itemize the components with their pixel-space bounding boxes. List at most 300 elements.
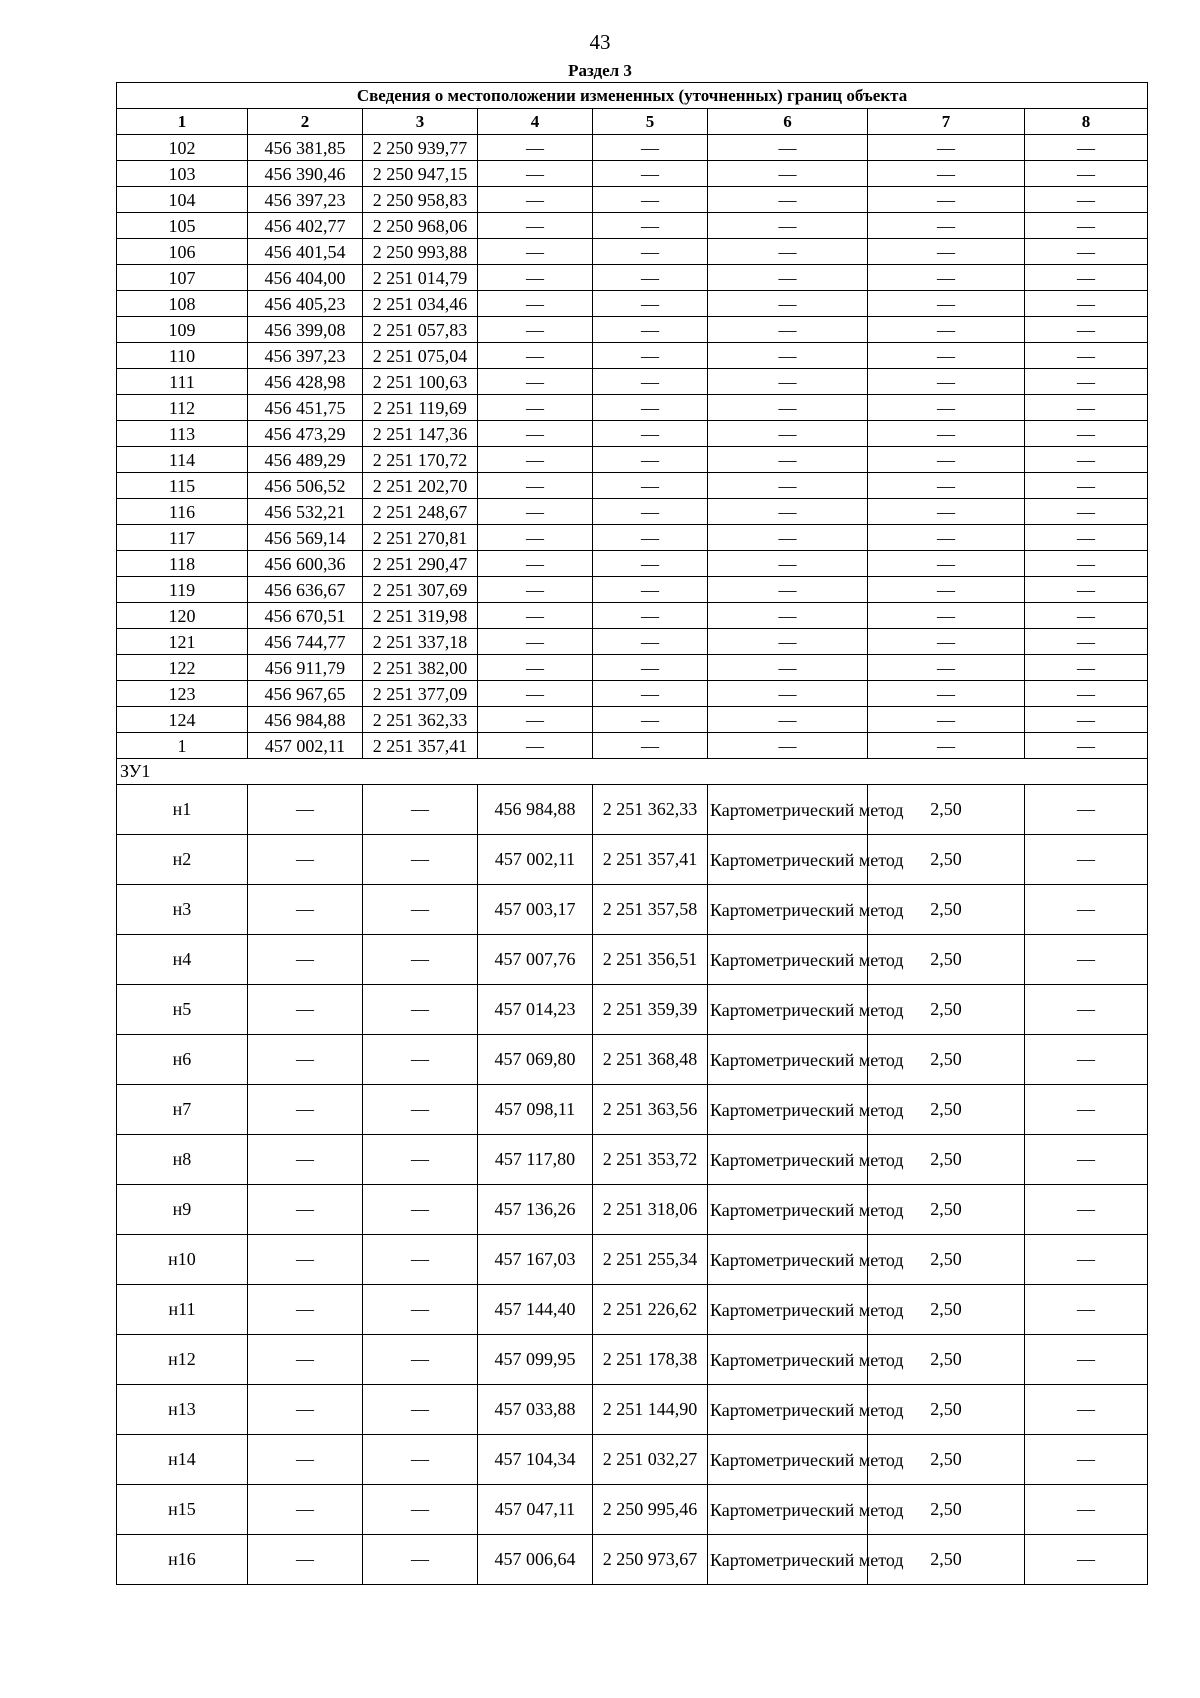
table-cell: 2,50 (868, 1185, 1025, 1235)
table-cell: 104 (117, 187, 248, 213)
table-cell: 2 251 147,36 (363, 421, 478, 447)
table-cell: — (868, 473, 1025, 499)
table-cell: — (478, 239, 593, 265)
table-cell: 456 399,08 (248, 317, 363, 343)
table-cell: — (1025, 681, 1148, 707)
table-cell: 111 (117, 369, 248, 395)
table-cell: 456 744,77 (248, 629, 363, 655)
table-cell: — (593, 161, 708, 187)
table-cell: 457 033,88 (478, 1385, 593, 1435)
table-cell: — (868, 291, 1025, 317)
table-row (117, 577, 1148, 603)
column-header: 7 (868, 109, 1025, 135)
table-cell: — (248, 1035, 363, 1085)
table-cell: — (1025, 161, 1148, 187)
table-row (117, 187, 1148, 213)
table-cell: — (708, 369, 868, 395)
table-cell: — (1025, 935, 1148, 985)
table-cell: — (708, 707, 868, 733)
table-row (117, 473, 1148, 499)
table-cell: — (478, 421, 593, 447)
table-cell: — (363, 1335, 478, 1385)
table-cell: — (248, 1485, 363, 1535)
table-row (117, 343, 1148, 369)
table-cell: 2 251 034,46 (363, 291, 478, 317)
table-cell: 457 167,03 (478, 1235, 593, 1285)
table-cell: — (1025, 499, 1148, 525)
table-cell: 2 251 248,67 (363, 499, 478, 525)
table-cell: Картометрический метод (708, 985, 868, 1035)
table-cell: — (478, 161, 593, 187)
table-row (117, 1185, 1148, 1235)
table-cell: — (248, 885, 363, 935)
table-cell: — (593, 317, 708, 343)
table-cell: н3 (117, 885, 248, 935)
table-cell: — (593, 447, 708, 473)
table-cell: 456 405,23 (248, 291, 363, 317)
table-cell: — (478, 187, 593, 213)
table-cell: — (593, 629, 708, 655)
table-cell: 2 251 357,41 (363, 733, 478, 759)
table-cell: — (363, 1135, 478, 1185)
table-cell: — (1025, 655, 1148, 681)
table-cell: — (708, 343, 868, 369)
table-cell: — (248, 785, 363, 835)
table-cell: — (478, 317, 593, 343)
table-cell: — (248, 1385, 363, 1435)
table-cell: — (248, 1535, 363, 1585)
table-cell: 456 402,77 (248, 213, 363, 239)
table-cell: — (593, 603, 708, 629)
table-cell: н14 (117, 1435, 248, 1485)
table-cell: 457 117,80 (478, 1135, 593, 1185)
table-cell: — (363, 1535, 478, 1585)
table-row (117, 213, 1148, 239)
table-cell: — (708, 161, 868, 187)
table-cell: 2,50 (868, 1435, 1025, 1485)
table-cell: Картометрический метод (708, 1535, 868, 1585)
table-row (117, 291, 1148, 317)
table-row (117, 707, 1148, 733)
table-cell: — (1025, 369, 1148, 395)
column-header: 5 (593, 109, 708, 135)
table-cell: — (478, 733, 593, 759)
table-cell: н7 (117, 1085, 248, 1135)
table-cell: Картометрический метод (708, 1185, 868, 1235)
table-cell: — (478, 525, 593, 551)
table-cell: 456 911,79 (248, 655, 363, 681)
table-cell: 102 (117, 135, 248, 161)
table-cell: — (593, 265, 708, 291)
table-row (117, 1435, 1148, 1485)
table-cell: — (593, 473, 708, 499)
table-cell: — (478, 603, 593, 629)
table-cell: 2,50 (868, 1535, 1025, 1585)
table-cell: — (248, 1135, 363, 1185)
table-cell: 115 (117, 473, 248, 499)
table-cell: н6 (117, 1035, 248, 1085)
table-cell: н1 (117, 785, 248, 835)
table-cell: 457 144,40 (478, 1285, 593, 1335)
table-cell: — (1025, 629, 1148, 655)
table-cell: н15 (117, 1485, 248, 1535)
table-cell: 2 251 178,38 (593, 1335, 708, 1385)
table-cell: Картометрический метод (708, 1135, 868, 1185)
table-cell: 2 251 170,72 (363, 447, 478, 473)
table-cell: 106 (117, 239, 248, 265)
table-cell: 2,50 (868, 1135, 1025, 1185)
table-row (117, 1035, 1148, 1085)
table-cell: — (363, 1035, 478, 1085)
table-cell: — (478, 291, 593, 317)
table-row (117, 885, 1148, 935)
table-cell: Картометрический метод (708, 1435, 868, 1485)
table-cell: 2 251 382,00 (363, 655, 478, 681)
table-cell: — (478, 213, 593, 239)
table-cell: — (248, 985, 363, 1035)
table-cell: 2 251 319,98 (363, 603, 478, 629)
table-caption: Сведения о местоположении измененных (уточненных) границ объекта (117, 83, 1148, 109)
table-cell: Картометрический метод (708, 1085, 868, 1135)
table-cell: — (868, 577, 1025, 603)
table-cell: Картометрический метод (708, 935, 868, 985)
table-cell: 2 251 359,39 (593, 985, 708, 1035)
table-cell: 121 (117, 629, 248, 655)
table-cell: — (593, 577, 708, 603)
table-cell: 2 250 947,15 (363, 161, 478, 187)
table-cell: — (478, 655, 593, 681)
table-cell: — (593, 343, 708, 369)
table-cell: 2,50 (868, 1485, 1025, 1535)
table-cell: 2,50 (868, 1235, 1025, 1285)
table-cell: 117 (117, 525, 248, 551)
table-cell: — (1025, 985, 1148, 1035)
table-row (117, 1335, 1148, 1385)
table-cell: — (708, 655, 868, 681)
table-cell: 456 670,51 (248, 603, 363, 629)
table-cell: — (868, 707, 1025, 733)
table-cell: 1 (117, 733, 248, 759)
table-row (117, 447, 1148, 473)
table-cell: — (708, 291, 868, 317)
table-cell: — (868, 447, 1025, 473)
table-row (117, 1485, 1148, 1535)
table-row (117, 499, 1148, 525)
table-cell: 2 251 362,33 (593, 785, 708, 835)
table-cell: 2 250 939,77 (363, 135, 478, 161)
table-cell: 456 984,88 (478, 785, 593, 835)
table-cell: 2 250 968,06 (363, 213, 478, 239)
table-cell: — (708, 187, 868, 213)
table-cell: 456 428,98 (248, 369, 363, 395)
table-cell: — (593, 525, 708, 551)
table-cell: 456 636,67 (248, 577, 363, 603)
table-cell: — (1025, 577, 1148, 603)
table-cell: 2 251 075,04 (363, 343, 478, 369)
table-cell: Картометрический метод (708, 1235, 868, 1285)
table-cell: — (478, 551, 593, 577)
table-row (117, 1535, 1148, 1585)
table-cell: 456 569,14 (248, 525, 363, 551)
table-cell: — (708, 499, 868, 525)
table-row (117, 681, 1148, 707)
table-cell: 2,50 (868, 1335, 1025, 1385)
table-cell: — (1025, 1535, 1148, 1585)
table-cell: — (708, 603, 868, 629)
table-cell: 2 251 100,63 (363, 369, 478, 395)
table-cell: 2 250 958,83 (363, 187, 478, 213)
table-cell: — (1025, 603, 1148, 629)
table-cell: — (1025, 1235, 1148, 1285)
table-cell: 456 381,85 (248, 135, 363, 161)
table-cell: — (1025, 239, 1148, 265)
section-title: Раздел 3 (568, 61, 632, 80)
table-cell: — (593, 707, 708, 733)
table-cell: — (868, 395, 1025, 421)
table-cell: 2 251 353,72 (593, 1135, 708, 1185)
table-row (117, 935, 1148, 985)
table-cell: — (593, 395, 708, 421)
table-cell: 2,50 (868, 1285, 1025, 1335)
table-cell: — (593, 369, 708, 395)
table-cell: — (708, 421, 868, 447)
table-row (117, 1385, 1148, 1435)
table-cell: 456 984,88 (248, 707, 363, 733)
table-cell: — (1025, 447, 1148, 473)
table-cell: 112 (117, 395, 248, 421)
table-cell: — (593, 291, 708, 317)
table-cell: 124 (117, 707, 248, 733)
table-cell: — (593, 733, 708, 759)
table-cell: Картометрический метод (708, 785, 868, 835)
table-cell: — (1025, 213, 1148, 239)
table-cell: 456 451,75 (248, 395, 363, 421)
table-cell: 2 251 377,09 (363, 681, 478, 707)
table-cell: — (708, 213, 868, 239)
table-cell: 123 (117, 681, 248, 707)
table-cell: — (363, 1485, 478, 1535)
table-cell: — (1025, 1185, 1148, 1235)
table-cell: 2 251 014,79 (363, 265, 478, 291)
table-cell: — (868, 369, 1025, 395)
table-cell: — (478, 629, 593, 655)
table-cell: н4 (117, 935, 248, 985)
table-cell: 2 251 144,90 (593, 1385, 708, 1435)
table-cell: — (478, 395, 593, 421)
table-cell: 2 250 993,88 (363, 239, 478, 265)
table-cell: — (708, 239, 868, 265)
table-cell: 2 251 057,83 (363, 317, 478, 343)
table-cell: 119 (117, 577, 248, 603)
table-row (117, 1135, 1148, 1185)
table-cell: — (868, 525, 1025, 551)
table-cell: 2 251 032,27 (593, 1435, 708, 1485)
table-cell: — (363, 1385, 478, 1435)
table-cell: — (478, 499, 593, 525)
table-cell: 456 404,00 (248, 265, 363, 291)
column-header: 6 (708, 109, 868, 135)
table-cell: — (593, 655, 708, 681)
table-cell: н12 (117, 1335, 248, 1385)
table-cell: — (708, 317, 868, 343)
table-cell: — (363, 835, 478, 885)
table-cell: — (868, 213, 1025, 239)
table-row (117, 551, 1148, 577)
table-cell: — (363, 1235, 478, 1285)
table-cell: 2,50 (868, 835, 1025, 885)
table-cell: — (593, 421, 708, 447)
table-cell: 2,50 (868, 785, 1025, 835)
table-cell: — (1025, 1485, 1148, 1535)
table-cell: — (248, 1185, 363, 1235)
table-cell: — (1025, 1085, 1148, 1135)
table-cell: 457 047,11 (478, 1485, 593, 1535)
table-cell: 456 967,65 (248, 681, 363, 707)
table-cell: — (1025, 343, 1148, 369)
table-cell: 118 (117, 551, 248, 577)
table-cell: 2,50 (868, 885, 1025, 935)
table-caption-row (117, 83, 1148, 109)
table-cell: — (868, 603, 1025, 629)
table-cell: — (1025, 733, 1148, 759)
table-row (117, 421, 1148, 447)
table-cell: — (478, 681, 593, 707)
table-cell: — (363, 1285, 478, 1335)
table-cell: 108 (117, 291, 248, 317)
table-cell: — (248, 1285, 363, 1335)
table-cell: 456 489,29 (248, 447, 363, 473)
table-cell: — (248, 835, 363, 885)
table-cell: — (708, 265, 868, 291)
table-cell: — (868, 655, 1025, 681)
table-cell: н8 (117, 1135, 248, 1185)
table-cell: н16 (117, 1535, 248, 1585)
table-cell: — (248, 1235, 363, 1285)
table-row (117, 525, 1148, 551)
table-cell: — (868, 551, 1025, 577)
table-cell: 2 251 337,18 (363, 629, 478, 655)
table-cell: — (1025, 317, 1148, 343)
table-row (117, 1285, 1148, 1335)
table-cell: 456 390,46 (248, 161, 363, 187)
table-cell: н9 (117, 1185, 248, 1235)
table-cell: — (478, 265, 593, 291)
table-cell: 457 014,23 (478, 985, 593, 1035)
table-cell: — (248, 935, 363, 985)
table-cell: — (248, 1085, 363, 1135)
table-cell: 2 251 270,81 (363, 525, 478, 551)
table-cell: 2 251 357,58 (593, 885, 708, 935)
table-cell: 457 069,80 (478, 1035, 593, 1085)
table-cell: 456 532,21 (248, 499, 363, 525)
table-cell: Картометрический метод (708, 1285, 868, 1335)
table-row (117, 655, 1148, 681)
table-cell: Картометрический метод (708, 1385, 868, 1435)
table-cell: 457 007,76 (478, 935, 593, 985)
table-cell: — (868, 733, 1025, 759)
table-cell: — (708, 629, 868, 655)
table-cell: 2 251 363,56 (593, 1085, 708, 1135)
table-cell: — (868, 317, 1025, 343)
table-cell: — (868, 343, 1025, 369)
table-cell: — (1025, 1385, 1148, 1435)
table-cell: — (1025, 1285, 1148, 1335)
table-cell: — (1025, 1135, 1148, 1185)
table-cell: — (868, 135, 1025, 161)
group-row (117, 759, 1148, 785)
table-cell: 107 (117, 265, 248, 291)
boundary-coordinates-table (116, 82, 1148, 1585)
table-cell: — (1025, 707, 1148, 733)
table-cell: — (868, 239, 1025, 265)
table-cell: н11 (117, 1285, 248, 1335)
table-cell: 457 136,26 (478, 1185, 593, 1235)
table-cell: — (1025, 835, 1148, 885)
table-cell: — (593, 239, 708, 265)
column-header: 3 (363, 109, 478, 135)
table-cell: 457 104,34 (478, 1435, 593, 1485)
table-cell: 2 251 290,47 (363, 551, 478, 577)
table-cell: — (1025, 785, 1148, 835)
table-cell: — (708, 473, 868, 499)
table-cell: — (593, 681, 708, 707)
table-cell: 2 251 307,69 (363, 577, 478, 603)
table-cell: — (478, 707, 593, 733)
table-cell: — (593, 187, 708, 213)
table-row (117, 629, 1148, 655)
table-cell: 456 600,36 (248, 551, 363, 577)
table-cell: 2 251 357,41 (593, 835, 708, 885)
table-row (117, 239, 1148, 265)
table-cell: 103 (117, 161, 248, 187)
table-row (117, 603, 1148, 629)
table-cell: — (478, 577, 593, 603)
table-cell: — (1025, 291, 1148, 317)
table-cell: — (868, 681, 1025, 707)
table-cell: — (478, 343, 593, 369)
table-cell: 2,50 (868, 935, 1025, 985)
table-cell: — (593, 213, 708, 239)
table-row (117, 785, 1148, 835)
table-cell: н2 (117, 835, 248, 885)
table-cell: 2 250 973,67 (593, 1535, 708, 1585)
table-cell: 113 (117, 421, 248, 447)
table-row (117, 835, 1148, 885)
table-row (117, 985, 1148, 1035)
table-cell: — (248, 1335, 363, 1385)
table-cell: — (363, 1435, 478, 1485)
column-header: 1 (117, 109, 248, 135)
table-cell: — (363, 935, 478, 985)
table-row (117, 733, 1148, 759)
table-cell: 2,50 (868, 1035, 1025, 1085)
table-cell: 2 251 202,70 (363, 473, 478, 499)
table-cell: 2 250 995,46 (593, 1485, 708, 1535)
table-cell: — (478, 135, 593, 161)
table-cell: 2 251 119,69 (363, 395, 478, 421)
table-row (117, 135, 1148, 161)
table-cell: — (708, 395, 868, 421)
table-cell: — (1025, 885, 1148, 935)
table-cell: — (593, 135, 708, 161)
column-header: 4 (478, 109, 593, 135)
table-cell: 456 397,23 (248, 187, 363, 213)
table-cell: — (1025, 1335, 1148, 1385)
table-cell: — (1025, 395, 1148, 421)
table-cell: — (868, 629, 1025, 655)
table-row (117, 1235, 1148, 1285)
table-cell: 457 003,17 (478, 885, 593, 935)
